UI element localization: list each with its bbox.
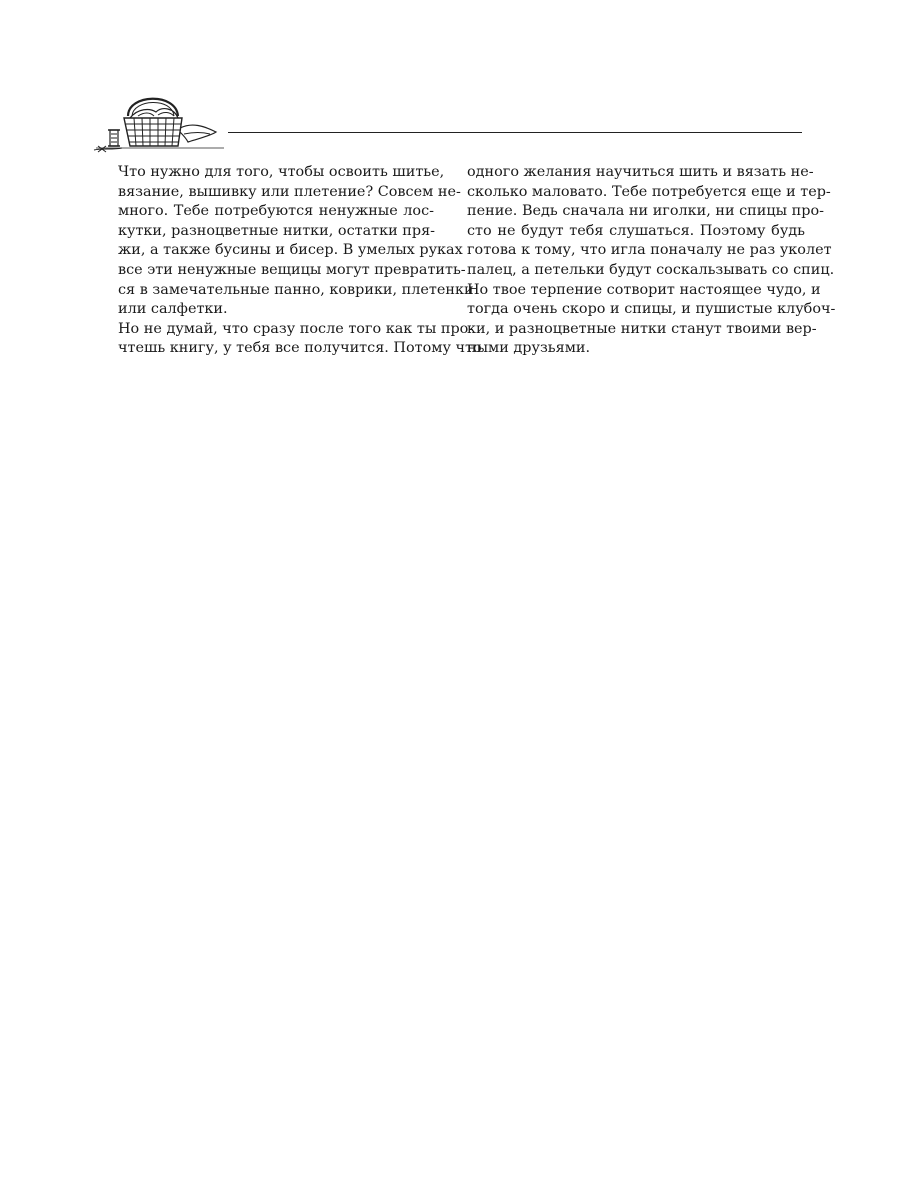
- text-line: все эти ненужные вещицы могут превратить-: [118, 261, 466, 278]
- text-line: одного желания научиться шить и вязать не-: [467, 164, 814, 180]
- text-line: много. Тебе потребуются ненужные лос-: [118, 203, 434, 220]
- text-line: кутки, разноцветные нитки, остатки пря-: [118, 222, 436, 239]
- text-line: ся в замечательные панно, коврики, плетенки: [118, 281, 474, 298]
- paragraph: [96, 320, 482, 359]
- text-line: сто не будут тебя слушаться. Поэтому будь: [467, 222, 805, 239]
- basket-with-yarn-icon: [92, 88, 232, 158]
- text-line: ными друзьями.: [467, 340, 591, 357]
- text-line: или салфетки.: [118, 301, 228, 318]
- text-line: готова к тому, что игла поначалу не раз уколет: [467, 242, 832, 259]
- text-line: пение. Ведь сначала ни иголки, ни спицы про-: [467, 203, 824, 220]
- right-column: [467, 163, 836, 359]
- text-line: Но не думай, что сразу после того как ты про-: [118, 320, 474, 337]
- text-line: чтешь книгу, у тебя все получится. Потому что: [118, 340, 482, 357]
- text-line: сколько маловато. Тебе потребуется еще и тер-: [467, 183, 831, 200]
- text-line: Что нужно для того, чтобы освоить шитье,: [118, 164, 445, 180]
- text-line: палец, а петельки будут соскальзывать со спиц.: [467, 261, 835, 278]
- paragraph: [96, 163, 474, 320]
- text-line: жи, а также бусины и бисер. В умелых руках: [118, 242, 463, 259]
- paragraph: [467, 163, 836, 359]
- text-line: ки, и разноцветные нитки станут твоими вер-: [467, 320, 817, 337]
- left-column: [96, 163, 482, 359]
- text-line: тогда очень скоро и спицы, и пушистые клубоч-: [467, 301, 836, 318]
- text-line: вязание, вышивку или плетение? Совсем не-: [118, 183, 461, 200]
- header-divider: [228, 132, 802, 133]
- text-line: Но твое терпение сотворит настоящее чудо, и: [467, 281, 821, 298]
